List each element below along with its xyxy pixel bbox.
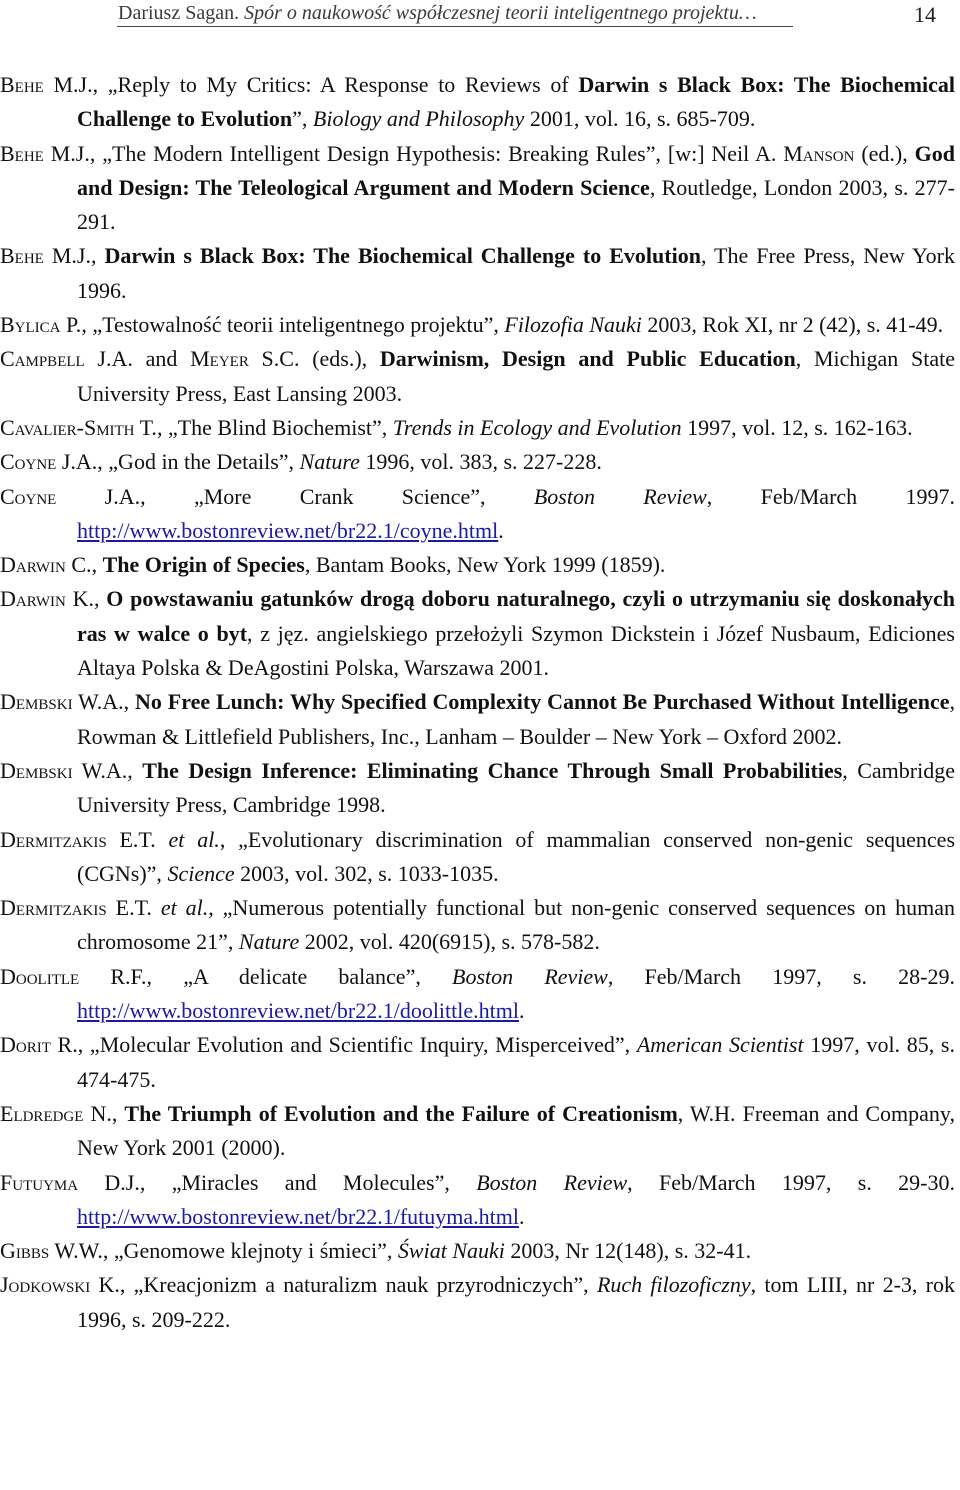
ref-bold-title: The Origin of Species	[102, 552, 305, 578]
ref-text: ,	[127, 757, 143, 783]
ref-author: Campbell J.A.	[0, 346, 133, 372]
ref-author: Dembski W.A.	[0, 689, 124, 715]
ref-journal: Science	[167, 860, 235, 886]
ref-text: 2002, vol. 420(6915), s. 578-582.	[299, 929, 600, 955]
ref-text: .	[518, 1203, 525, 1229]
reference-entry	[0, 582, 955, 685]
ref-author: Jodkowski K.	[0, 1272, 120, 1298]
reference-entry	[0, 1097, 955, 1166]
ref-text: .	[519, 998, 525, 1024]
ref-bold-title: O powstawaniu gatunków drogą doboru naturalnego, czyli o utrzymaniu się doskonałych ras w walce o byt	[77, 586, 955, 646]
ref-journal: Boston Review	[476, 1169, 628, 1195]
ref-text: , „Testowalność teorii inteligentnego projektu”,	[81, 312, 505, 338]
reference-entry	[0, 1028, 955, 1097]
ref-url-link[interactable]: http://www.bostonreview.net/br22.1/coyne.html	[77, 517, 499, 543]
ref-text: .	[498, 517, 504, 543]
ref-text: ,	[91, 552, 103, 578]
ref-journal: American Scientist	[636, 1032, 804, 1058]
ref-text: , „Miracles and Molecules”,	[139, 1169, 477, 1195]
reference-entry	[0, 754, 955, 823]
running-header	[118, 2, 757, 25]
ref-text: , z jęz. angielskiego przełożyli Szymon Dickstein i Józef Nusbaum, Ediciones Altaya Polska & DeAgostini Polska, Warszawa 2001.	[77, 620, 955, 681]
reference-entry	[0, 823, 955, 892]
page-header	[0, 0, 960, 50]
ref-text: , Bantam Books, New York 1999 (1859).	[304, 552, 666, 578]
ref-author: Futuyma D.J.	[0, 1169, 140, 1195]
ref-bold-title: God and Design: The Teleological Argument and Modern Science	[77, 140, 955, 200]
ref-et-al: et al.	[160, 895, 209, 921]
ref-bold-title: Darwin s Black Box: The Biochemical Challenge to Evolution	[104, 243, 701, 269]
reference-entry	[0, 411, 955, 445]
ref-text: , Feb/March 1997, s. 29-30.	[627, 1169, 955, 1195]
ref-author: Bylica P.	[0, 312, 82, 338]
header-divider	[117, 26, 793, 27]
ref-author: Behe M.J.	[0, 140, 90, 166]
reference-entry	[0, 1166, 955, 1235]
reference-entry	[0, 548, 955, 582]
ref-text: ”,	[292, 106, 313, 132]
ref-text: (eds.),	[299, 346, 380, 372]
ref-text: , Feb/March 1997.	[706, 483, 955, 509]
ref-text: 1997, vol. 85, s. 474-475.	[77, 1032, 955, 1092]
ref-journal: Nature	[238, 929, 300, 955]
ref-text: ,	[90, 243, 105, 269]
ref-text: ,	[94, 586, 107, 612]
ref-author: Dorit R.	[0, 1032, 78, 1058]
ref-editor: Manson	[783, 140, 855, 166]
ref-author-2: Meyer S.C.	[190, 346, 300, 372]
ref-text: , Cambridge University Press, Cambridge 1998.	[77, 757, 955, 818]
ref-author: Dermitzakis E.T.	[0, 826, 156, 852]
ref-text: ,	[123, 689, 136, 715]
reference-entry	[0, 68, 955, 137]
ref-text: , tom LIII, nr 2-3, rok 1996, s. 209-222.	[77, 1272, 955, 1332]
ref-text: , „Genomowe klejnoty i śmieci”,	[102, 1238, 398, 1264]
ref-author: Coyne J.A.	[0, 483, 141, 509]
ref-text: , „More Crank Science”,	[140, 483, 534, 509]
ref-author: Dermitzakis E.T.	[0, 895, 152, 921]
ref-author: Cavalier-Smith T.	[0, 414, 157, 440]
ref-journal: Biology and Philosophy	[312, 106, 525, 132]
ref-journal: Świat Nauki	[397, 1238, 505, 1264]
ref-text: , Michigan State University Press, East Lansing 2003.	[77, 346, 955, 406]
ref-text: , „Kreacjonizm a naturalizm nauk przyrodniczych”,	[119, 1272, 597, 1298]
ref-text: , „The Blind Biochemist”,	[156, 414, 393, 440]
reference-entry	[0, 445, 955, 479]
ref-text: , „Molecular Evolution and Scientific Inquiry, Misperceived”,	[77, 1032, 637, 1058]
ref-journal: Boston Review	[452, 963, 608, 989]
ref-journal: Trends in Ecology and Evolution	[392, 414, 682, 440]
ref-text: , „The Modern Intelligent Design Hypothesis: Breaking Rules”, [w:] Neil A.	[89, 140, 784, 166]
ref-text: , „Evolutionary discrimination of mammalian conserved non-genic sequences (CGNs)”,	[77, 826, 956, 886]
ref-text: 2003, Nr 12(148), s. 32-41.	[504, 1238, 752, 1264]
ref-et-al: et al.	[168, 826, 220, 852]
ref-text: 2003, vol. 302, s. 1033-1035.	[234, 860, 499, 886]
ref-text: , Rowman & Littlefield Publishers, Inc., Lanham – Boulder – New York – Oxford 2002.	[77, 689, 955, 749]
reference-entry	[0, 342, 955, 411]
reference-entry	[0, 480, 955, 549]
ref-text: ,	[111, 1100, 125, 1126]
ref-author: Gibbs W.W.	[0, 1238, 103, 1264]
ref-text: and	[132, 346, 191, 372]
ref-text: 1996, vol. 383, s. 227-228.	[359, 449, 602, 475]
ref-text: , „Reply to My Critics: A Response to Reviews of	[92, 72, 579, 97]
ref-journal: Boston Review	[533, 483, 707, 509]
reference-entry	[0, 1268, 955, 1337]
ref-author: Darwin K.	[0, 586, 95, 612]
ref-journal: Filozofia Nauki	[504, 312, 642, 338]
ref-text: (ed.),	[854, 140, 915, 166]
ref-bold-title: Darwinism, Design and Public Education	[379, 346, 796, 372]
ref-text: 2003, Rok XI, nr 2 (42), s. 41-49.	[641, 312, 944, 338]
ref-author: Coyne J.A.	[0, 449, 98, 475]
ref-bold-title: No Free Lunch: Why Specified Complexity Cannot Be Purchased Without Intelligence	[135, 689, 950, 715]
ref-author: Darwin C.	[0, 552, 92, 578]
ref-text: , W.H. Freeman and Company, New York 2001 (2000).	[77, 1100, 956, 1161]
ref-bold-title: Darwin s Black Box: The Biochemical Challenge to Evolution	[77, 72, 955, 132]
ref-text: , „Numerous potentially functional but non-genic conserved sequences on human chromosome 21”,	[77, 895, 955, 955]
bibliography-list	[0, 68, 960, 1337]
reference-entry	[0, 137, 955, 240]
ref-author: Behe M.J.	[0, 243, 91, 269]
ref-text	[152, 895, 161, 920]
reference-entry	[0, 891, 955, 960]
reference-entry	[0, 1234, 955, 1268]
reference-entry	[0, 308, 955, 342]
ref-url-link[interactable]: http://www.bostonreview.net/br22.1/doolittle.html	[77, 998, 519, 1024]
ref-text: , Feb/March 1997, s. 28-29.	[607, 963, 955, 989]
ref-journal: Nature	[299, 449, 360, 475]
ref-text: , „God in the Details”,	[97, 449, 300, 475]
ref-bold-title: The Design Inference: Eliminating Chance Through Small Probabilities	[142, 757, 843, 783]
ref-text: , „A delicate balance”,	[146, 963, 453, 989]
ref-text	[156, 827, 169, 852]
ref-author: Dembski W.A.	[0, 757, 128, 783]
reference-entry	[0, 239, 955, 308]
reference-entry	[0, 685, 955, 754]
page-number: 14	[914, 2, 936, 27]
header-title: Spór o naukowość współczesnej teorii inteligentnego projektu…	[244, 2, 757, 24]
ref-bold-title: The Triumph of Evolution and the Failure of Creationism	[124, 1100, 678, 1126]
ref-author: Behe M.J.	[0, 72, 93, 97]
ref-text: , The Free Press, New York 1996.	[77, 243, 955, 303]
ref-author: Eldredge N.	[0, 1100, 112, 1126]
ref-text: 2001, vol. 16, s. 685-709.	[524, 106, 756, 132]
ref-url-link[interactable]: http://www.bostonreview.net/br22.1/futuyma.html	[77, 1203, 519, 1229]
ref-author: Doolitle R.F.	[0, 963, 147, 989]
ref-journal: Ruch filozoficzny	[596, 1272, 751, 1298]
ref-text: 1997, vol. 12, s. 162-163.	[681, 414, 913, 440]
reference-entry	[0, 960, 955, 1029]
header-author: Dariusz Sagan.	[118, 2, 240, 24]
ref-text: , Routledge, London 2003, s. 277-291.	[77, 174, 955, 235]
